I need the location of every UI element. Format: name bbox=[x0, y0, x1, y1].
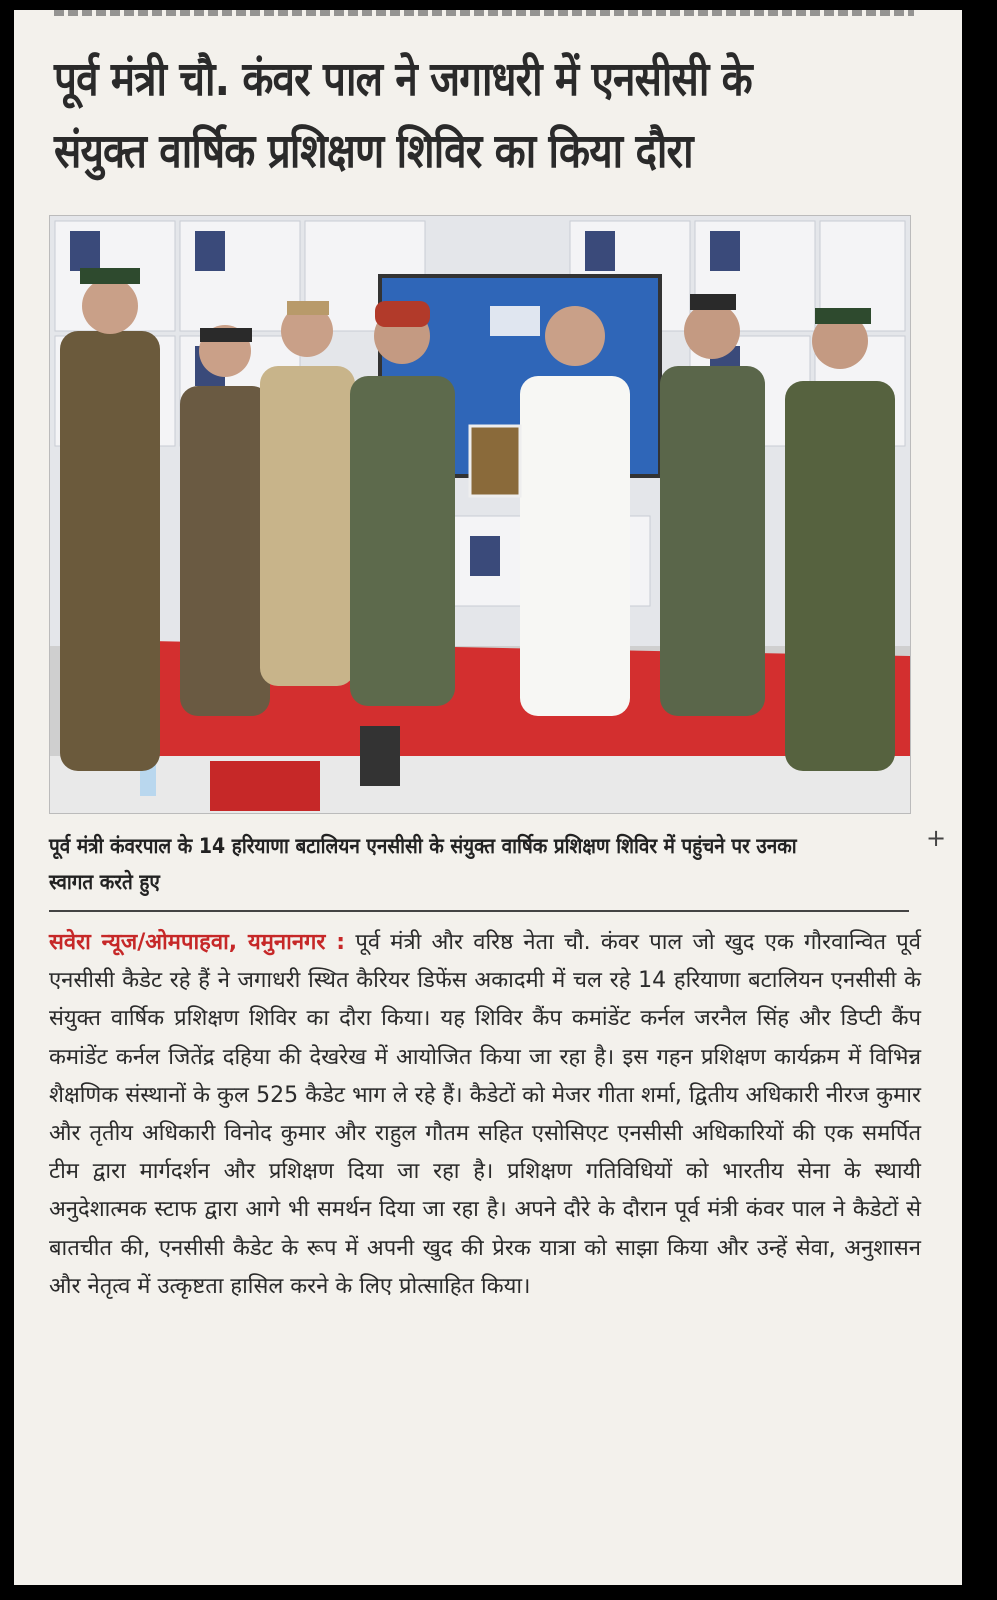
group-photo-icon bbox=[50, 216, 910, 813]
dateline: सवेरा न्यूज/ओमपाहवा, यमुनानगर : bbox=[49, 930, 346, 955]
news-photo bbox=[49, 215, 911, 814]
cut-off-text-strip bbox=[54, 10, 914, 16]
newspaper-clipping bbox=[14, 10, 962, 1585]
photo-caption: पूर्व मंत्री कंवरपाल के 14 हरियाणा बटालियन एनसीसी के संयुक्त वार्षिक प्रशिक्षण शिविर में पहुंचने पर उनका स्वागत करते हुए bbox=[49, 834, 797, 894]
article-body bbox=[49, 924, 921, 1306]
divider bbox=[49, 910, 909, 912]
plus-mark: + bbox=[926, 824, 947, 852]
article-body-text: पूर्व मंत्री और वरिष्ठ नेता चौ. कंवर पाल जो खुद एक गौरवान्वित पूर्व एनसीसी कैडेट रहे हैं ने जगाधरी स्थित कैरियर डिफेंस अकादमी में चल रहे 14 हरियाणा बटालियन एनसीसी के संयुक्त वार्षिक प्रशिक्षण शिविर का दौरा किया। यह शिविर कैंप कमांडेंट कर्नल जरनैल सिंह और डिप्टी कैंप कमांडेंट कर्नल जितेंद्र दहिया की देखरेख में आयोजित किया जा रहा है। इस गहन प्रशिक्षण कार्यक्रम में विभिन्न शैक्षणिक संस्थानों के कुल 525 कैडेट भाग ले रहे हैं। कैडेटों को मेजर गीता शर्मा, द्वितीय अधिकारी नीरज कुमार और तृतीय अधिकारी विनोद कुमार और राहुल गौतम सहित एसोसिएट एनसीसी अधिकारियों की एक समर्पित टीम द्वारा मार्गदर्शन और प्रशिक्षण दिया जा रहा है। प्रशिक्षण गतिविधियों को भारतीय सेना के स्थायी अनुदेशात्मक स्टाफ द्वारा आगे भी समर्थन दिया जा रहा है। अपने दौरे के दौरान पूर्व मंत्री कंवर पाल ने कैडेटों से बातचीत की, एनसीसी कैडेट के रूप में अपनी खुद की प्रेरक यात्रा को साझा किया और उन्हें सेवा, अनुशासन और नेतृत्व में उत्कृष्टता हासिल करने के लिए प्रोत्साहित किया। bbox=[49, 930, 921, 1299]
headline: पूर्व मंत्री चौ. कंवर पाल ने जगाधरी में एनसीसी के संयुक्त वार्षिक प्रशिक्षण शिविर का किया दौरा bbox=[54, 52, 752, 179]
